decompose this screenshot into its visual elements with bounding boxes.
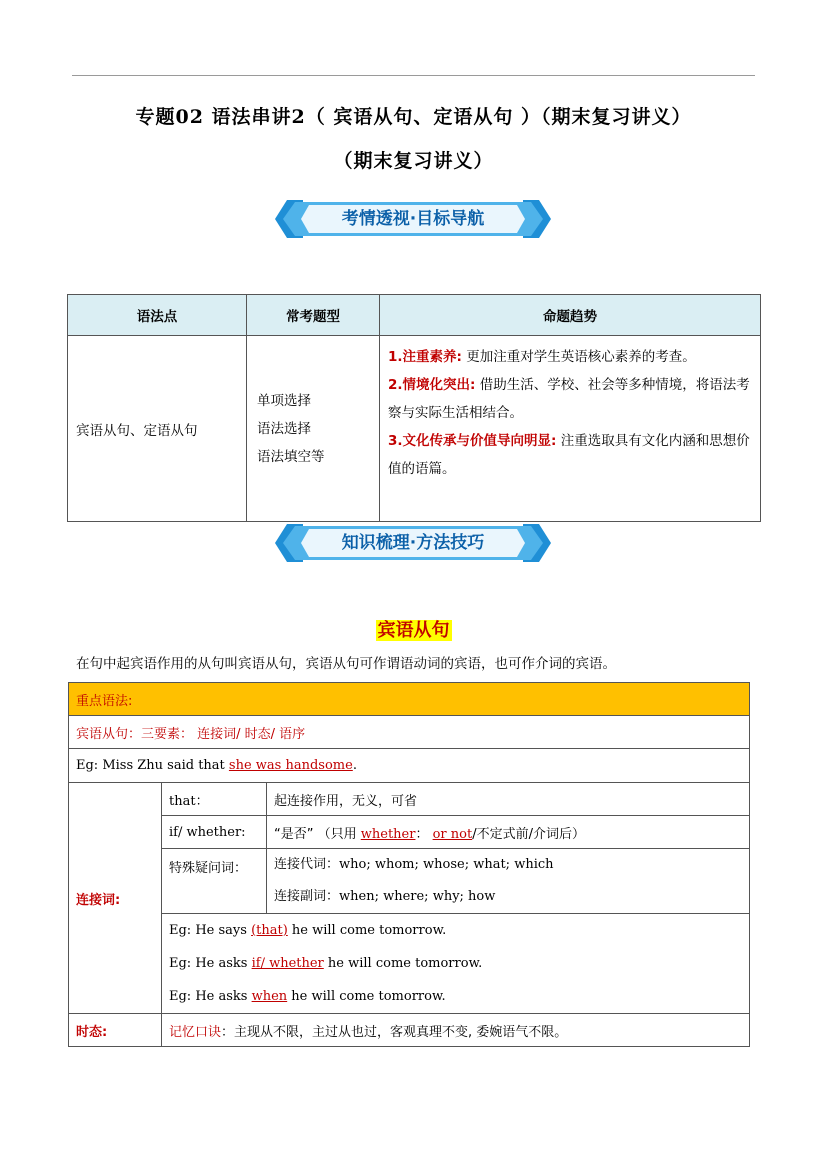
- connectors-label: 连接词:: [69, 783, 162, 1014]
- trend-item: [388, 371, 752, 427]
- banner-exam-overview: [275, 196, 551, 242]
- grammar-point-cell: 宾语从句、定语从句: [68, 336, 247, 522]
- example-line: [169, 980, 742, 1013]
- three-elements-row: 宾语从句：三要素： 连接词/ 时态/ 语序: [69, 716, 750, 749]
- if-desc-whether: whether: [360, 826, 416, 842]
- that-desc: 起连接作用，无义，可省: [267, 783, 750, 816]
- section-title-text: 宾语从句: [377, 620, 450, 641]
- trend-label: 1.注重素养:: [388, 349, 462, 365]
- if-label: if/ whether:: [162, 816, 267, 849]
- example-clause: she was handsome: [228, 758, 353, 773]
- question-type-item: 语法选择: [257, 420, 311, 437]
- header-trends: 命题趋势: [380, 295, 761, 336]
- question-type-item: 语法填空等: [257, 448, 325, 465]
- trend-item: [388, 427, 752, 483]
- trend-label: 3.文化传承与价值导向明显:: [388, 433, 557, 449]
- grammar-table: [68, 682, 750, 1047]
- if-desc: [267, 816, 750, 849]
- example-suffix: he will come tomorrow.: [287, 989, 446, 1004]
- header-question-types: 常考题型: [247, 295, 380, 336]
- example-prefix: Eg: He asks: [169, 956, 252, 971]
- if-desc-or-not: or not: [432, 826, 473, 842]
- connective-adverbs: 连接副词：when; where; why; how: [274, 889, 496, 904]
- top-rule: [72, 75, 755, 76]
- trend-label: 2.情境化突出:: [388, 377, 476, 393]
- question-types-cell: [247, 336, 380, 522]
- example-line: [169, 947, 742, 980]
- special-question-label: 特殊疑问词：: [162, 849, 267, 914]
- tense-text: ：主现从不限，主过从也过，客观真理不变, 委婉语气不限。: [221, 1024, 568, 1040]
- example-prefix: Eg: He asks: [169, 989, 252, 1004]
- tense-label: 时态:: [69, 1014, 162, 1047]
- trend-text: 注重选取具有文化内涵和思想价值的语篇。: [388, 433, 750, 477]
- if-desc-part: “是否” （只用: [274, 826, 361, 842]
- connective-pronouns: 连接代词：who; whom; whose; what; which: [274, 857, 554, 872]
- page-title: 专题02 语法串讲2（ 宾语从句、定语从句 ）（期末复习讲义）: [135, 106, 692, 128]
- header-grammar-point: 语法点: [68, 295, 247, 336]
- example-suffix: .: [352, 758, 357, 773]
- example-row: [69, 749, 750, 783]
- example-suffix: he will come tomorrow.: [287, 923, 447, 938]
- example-word: when: [251, 989, 288, 1004]
- example-line: [169, 914, 742, 947]
- tense-mnemonic-label: 记忆口诀: [169, 1024, 222, 1040]
- banner-knowledge-methods-label: 知识梳理·方法技巧: [341, 533, 485, 553]
- connector-examples: [162, 914, 750, 1014]
- page-subtitle: （期末复习讲义）: [333, 150, 494, 172]
- trend-item: [388, 343, 752, 371]
- banner-exam-overview-label: 考情透视·目标导航: [341, 209, 485, 229]
- if-desc-part: /不定式前/介词后）: [472, 826, 585, 842]
- example-prefix: Eg: He says: [169, 923, 252, 938]
- trend-text: 借助生活、学校、社会等多种情境，将语法考察与实际生活相结合。: [388, 377, 750, 421]
- trends-cell: [380, 336, 761, 522]
- tense-desc: [162, 1014, 750, 1047]
- that-label: that：: [162, 783, 267, 816]
- special-question-desc: [267, 849, 750, 914]
- trend-text: 更加注重对学生英语核心素养的考查。: [461, 349, 696, 365]
- example-word: (that): [251, 923, 288, 938]
- section-intro: 在句中起宾语作用的从句叫宾语从句，宾语从句可作谓语动词的宾语，也可作介词的宾语。: [76, 656, 616, 672]
- if-desc-part: ：: [415, 826, 433, 842]
- example-prefix: Eg: Miss Zhu said that: [76, 758, 229, 773]
- section-title: [0, 616, 827, 642]
- example-suffix: he will come tomorrow.: [323, 956, 483, 971]
- overview-table: [67, 294, 761, 522]
- banner-knowledge-methods: [275, 520, 551, 566]
- example-word: if/ whether: [251, 956, 324, 971]
- question-type-item: 单项选择: [257, 392, 311, 409]
- key-grammar-row: 重点语法:: [69, 683, 750, 716]
